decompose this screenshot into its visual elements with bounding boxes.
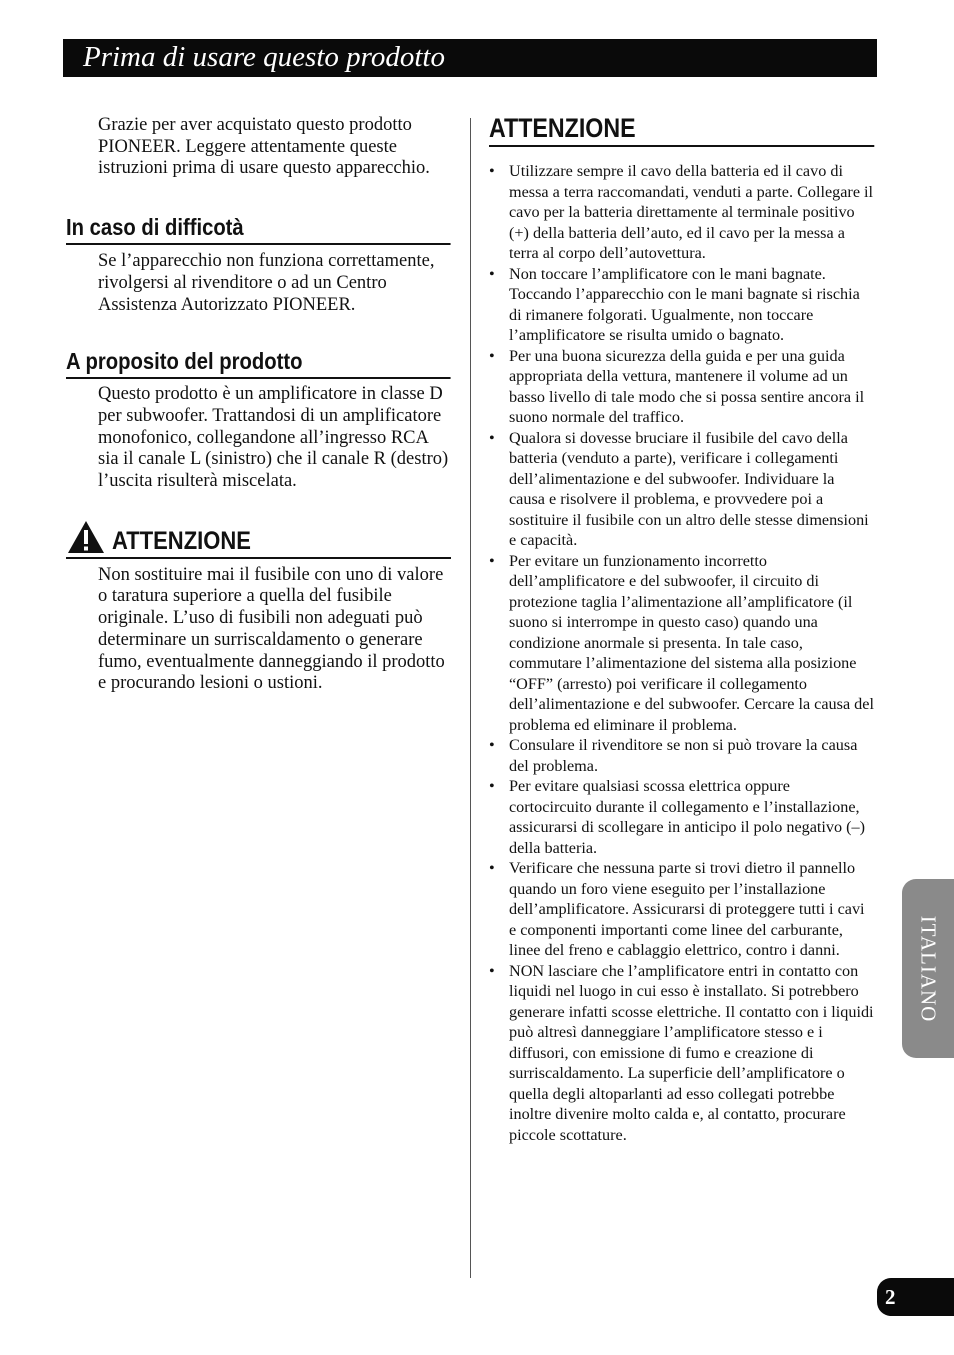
warning-triangle-icon xyxy=(66,519,106,555)
list-item: • Consulare il rivenditore se non si può trovare la causa del problema. xyxy=(489,736,858,775)
list-item: • Per evitare qualsiasi scossa elettrica oppure cortocircuito durante il collegamento e l’installazione, assicurarsi di scollegare in anticipo il polo negativo (–) della batteria. xyxy=(489,777,866,857)
language-tab xyxy=(902,879,954,1058)
page-number: 2 xyxy=(885,1285,896,1309)
caution-list xyxy=(489,161,874,1145)
about-text: Questo prodotto è un amplificatore in classe D per subwoofer. Trattandosi di un amplificatore monofonico, collegandone all’ingresso RCA sia il canale L (sinistro) che il canale R (destro) l’uscita risulterà miscelata. xyxy=(98,384,449,492)
list-item: • Per evitare un funzionamento incorretto dell’amplificatore e del subwoofer, il circuito di protezione taglia l’alimentazione all’amplificatore (il suono si interrompe in questo caso) quando una condizione anormale si presenta. In tale caso, commutare l’alimentazione del sistema alla posizione “OFF” (arresto) poi verificare il collegamento dell’alimentazione e del subwoofer. Cercare la causa del problema ed eliminare il problema. xyxy=(489,551,874,734)
difficulty-text: Se l’apparecchio non funziona correttamente, rivolgersi al rivenditore o ad un Centro Assistenza Autorizzato PIONEER. xyxy=(98,251,435,315)
list-item: • Per una buona sicurezza della guida e per una guida appropriata della vettura, mantenere il volume ad un basso livello di tale modo che si possa sentire ancora il suono normale del traffico. xyxy=(489,346,865,426)
intro-text: Grazie per aver acquistato questo prodotto PIONEER. Leggere attentamente queste istruzioni prima di usare questo apparecchio. xyxy=(98,115,430,179)
caution-heading-row xyxy=(66,519,451,559)
page-number-tab xyxy=(877,1278,954,1316)
list-item: • Qualora si dovesse bruciare il fusibile del cavo della batteria (venduto a parte), verificare i collegamenti dell’alimentazione e del subwoofer. Individuare la causa e risolvere il problema, e provvedere poi a sostituire il fusibile con un altro delle stesse dimensioni e capacità. xyxy=(489,428,869,549)
right-column xyxy=(489,112,874,1145)
list-item: • Utilizzare sempre il cavo della batteria ed il cavo di messa a terra raccomandati, venduti a parte. Collegare il cavo per la batteria direttamente al terminale positivo (+) della batteria dell’auto, ed il cavo per la messa a terra al corpo dell’autovettura. xyxy=(489,162,874,262)
list-item: • Non toccare l’amplificatore con le mani bagnate. Toccando l’apparecchio con le mani bagnate si rischia di rimanere folgorati. Ugualmente, non toccare l’amplificatore se risulta umido o bagnato. xyxy=(489,264,860,344)
about-heading: A proposito del prodotto xyxy=(66,347,451,379)
column-divider xyxy=(470,118,471,1278)
caution-heading-right: ATTENZIONE xyxy=(489,112,874,147)
page-title: Prima di usare questo prodotto xyxy=(83,41,445,73)
list-item: • NON lasciare che l’amplificatore entri in contatto con liquidi nel luogo in cui esso è installato. Si potrebbero generare infatti scosse elettriche. Il contatto con i liquidi può altresì danneggiare l’amplificatore stesso e i diffusori, con emissione di fumo e creazione di surriscaldamento. La superficie dell’amplificatore o quella degli altoparlanti ad esso collegati potrebbe inoltre divenire molto calda e, al contatto, procurare piccole scottature. xyxy=(489,961,874,1144)
difficulty-heading: In caso di difficotà xyxy=(66,213,451,245)
language-tab-label: ITALIANO xyxy=(916,915,941,1022)
caution-text-left: Non sostituire mai il fusibile con uno di valore o taratura superiore a quella del fusibile originale. L’uso di fusibili non adeguati può determinare un surriscaldamento o generare fumo, eventualmente danneggiando il prodotto e procurando lesioni o ustioni. xyxy=(98,564,445,694)
caution-heading-left: ATTENZIONE xyxy=(112,526,251,555)
list-item: • Verificare che nessuna parte si trovi dietro il pannello quando un foro viene eseguito per l’installazione dell’amplificatore. Assicurarsi di proteggere tutti i cavi e componenti importanti come linee del carburante, linee del freno e cablaggio elettrico, contro i danni. xyxy=(489,859,865,959)
page-title-bar xyxy=(63,39,877,77)
left-column xyxy=(66,115,451,695)
